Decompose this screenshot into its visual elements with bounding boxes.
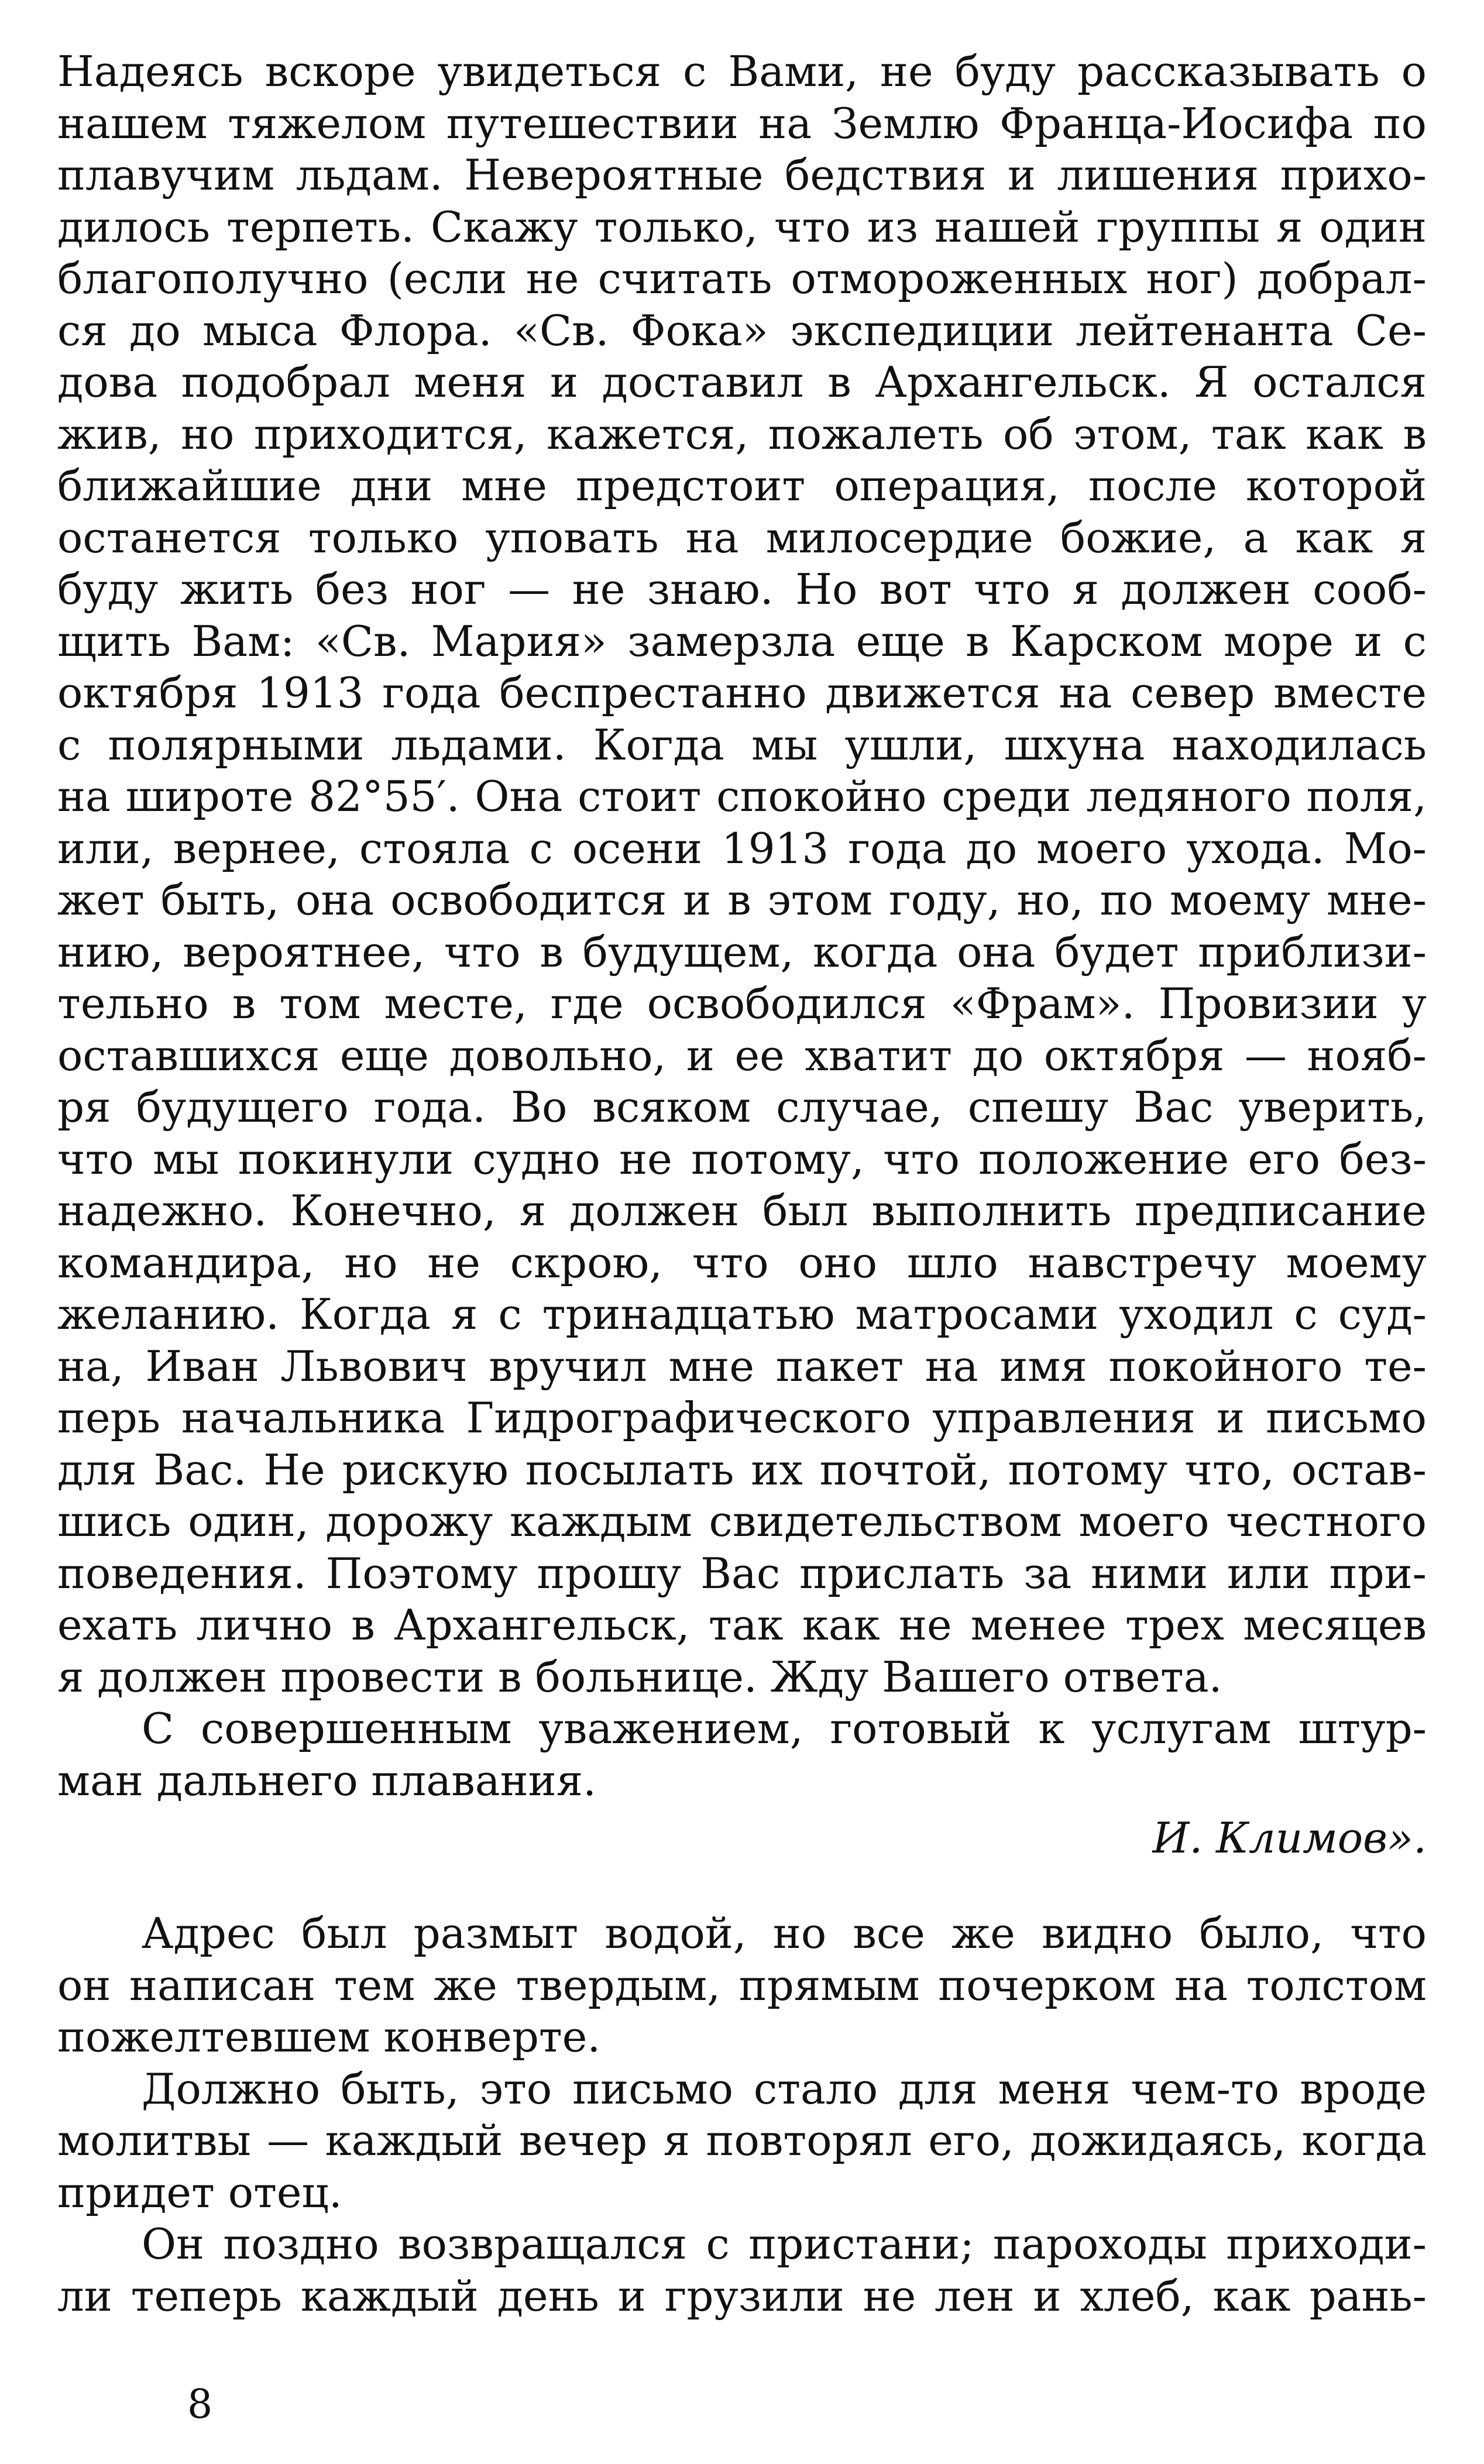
text-line: Он поздно возвращался с пристани; пароходы приходи- (142, 2219, 1427, 2269)
text-line: буду жить без ног — не знаю. Но вот что я должен сооб- (57, 565, 1427, 614)
text-line: на, Иван Львович вручил мне пакет на имя покойного те- (57, 1341, 1427, 1391)
text-line: что мы покинули судно не потому, что положение его без- (57, 1134, 1427, 1184)
text-line: перь начальника Гидрографического управления и письмо (57, 1393, 1427, 1442)
text-line: поведения. Поэтому прошу Вас прислать за ними или при- (57, 1548, 1427, 1598)
text-line: пожелтевшем конверте. (57, 2012, 601, 2061)
letter-body (57, 46, 1427, 1806)
text-line: ближайшие дни мне предстоит операция, после которой (57, 461, 1427, 510)
text-line: ря будущего года. Во всяком случае, спешу Вас уверить, (57, 1082, 1427, 1132)
text-line: нию, вероятнее, что в будущем, когда она будет приблизи- (57, 927, 1427, 977)
page-number: 8 (187, 2381, 213, 2428)
text-line: Адрес был размыт водой, но все же видно было, что (142, 1909, 1427, 1958)
text-line: Надеясь вскоре увидеться с Вами, не буду рассказывать о (57, 47, 1427, 96)
text-line: октября 1913 года беспрестанно движется на север вместе (57, 668, 1427, 717)
text-line: жив, но приходится, кажется, пожалеть об этом, так как в (57, 409, 1427, 459)
text-line: плавучим льдам. Невероятные бедствия и лишения прихо- (57, 150, 1427, 200)
text-line: желанию. Когда я с тринадцатью матросами уходил с суд- (57, 1290, 1427, 1339)
text-line: дова подобрал меня и доставил в Архангельск. Я остался (57, 358, 1427, 407)
text-line: ехать лично в Архангельск, так как не менее трех месяцев (57, 1600, 1427, 1649)
text-line: С совершенным уважением, готовый к услугам штур- (142, 1704, 1427, 1753)
text-line: оставшихся еще довольно, и ее хватит до октября — нояб- (57, 1030, 1427, 1080)
letter-signature: И. Климов». (1152, 1813, 1427, 1862)
text-line: шись один, дорожу каждым свидетельством моего честного (57, 1497, 1427, 1546)
text-line: Должно быть, это письмо стало для меня чем-то вроде (142, 2064, 1427, 2114)
text-line: надежно. Конечно, я должен был выполнить предписание (57, 1186, 1427, 1235)
text-line: ман дальнего плавания. (57, 1755, 596, 1805)
text-line: на широте 82°55′. Она стоит спокойно среди ледяного поля, (57, 772, 1427, 821)
text-line: дилось терпеть. Скажу только, что из нашей группы я один (57, 202, 1427, 252)
text-line: щить Вам: «Св. Мария» замерзла еще в Карском море и с (57, 616, 1427, 666)
text-line: нашем тяжелом путешествии на Землю Франца-Иосифа по (57, 98, 1427, 148)
text-line: жет быть, она освободится и в этом году, но, по моему мне- (57, 875, 1427, 925)
text-line: командира, но не скрою, что оно шло навстречу моему (57, 1238, 1427, 1287)
text-line: останется только уповать на милосердие божие, а как я (57, 513, 1427, 562)
text-line: с полярными льдами. Когда мы ушли, шхуна находилась (57, 720, 1427, 769)
text-line: ли теперь каждый день и грузили не лен и хлеб, как рань- (57, 2271, 1427, 2321)
text-line: тельно в том месте, где освободился «Фрам». Провизии у (57, 979, 1427, 1028)
text-line: я должен провести в больнице. Жду Вашего ответа. (57, 1652, 1222, 1702)
text-line: ся до мыса Флора. «Св. Фока» экспедиции лейтенанта Се- (57, 305, 1427, 355)
text-line: для Вас. Не рискую посылать их почтой, потому что, остав- (57, 1445, 1427, 1494)
narrative-body (57, 1908, 1427, 2322)
text-line: благополучно (если не считать отмороженных ног) добрал- (57, 254, 1427, 303)
text-line: он написан тем же твердым, прямым почерком на толстом (57, 1960, 1427, 2010)
text-line: или, вернее, стояла с осени 1913 года до моего ухода. Мо- (57, 823, 1427, 873)
text-line: молитвы — каждый вечер я повторял его, дожидаясь, когда (57, 2116, 1427, 2165)
text-line: придет отец. (57, 2167, 342, 2217)
